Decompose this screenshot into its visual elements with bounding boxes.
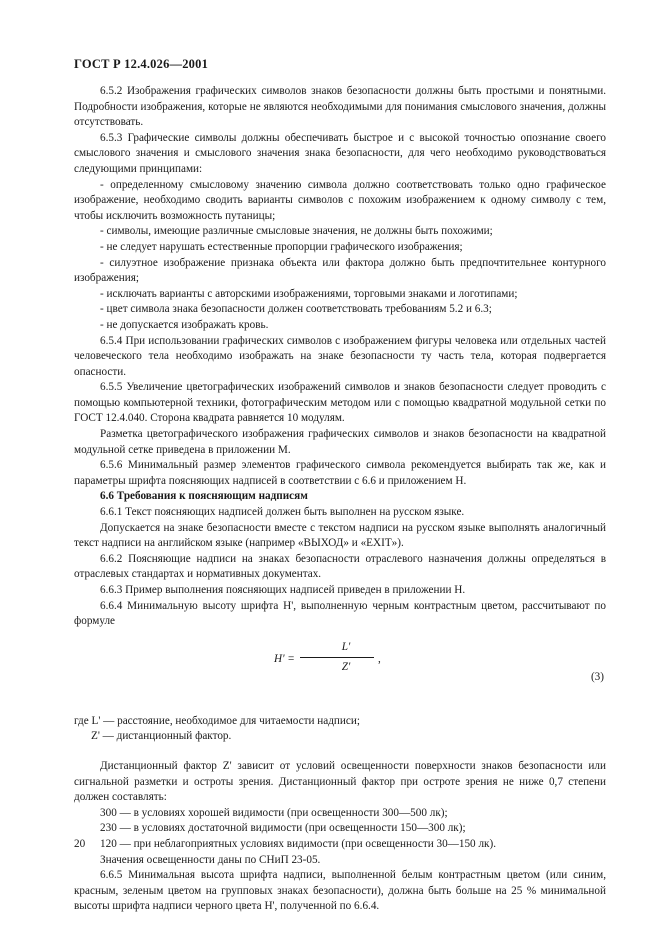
paragraph: Допускается на знаке безопасности вместе с текстом надписи на русском языке выполнять аналогичный текст надписи на английском языке (например «ВЫХОД» и «EXIT»).: [74, 521, 606, 550]
fraction-bar: [300, 657, 374, 658]
paragraph: 6.5.3 Графические символы должны обеспечивать быстрое и с высокой точностью опознание своего смыслового значения и смыслового значения знака безопасности, для чего необходимо руководствоваться следующими принципами:: [74, 131, 606, 175]
document-body: [74, 84, 606, 915]
list-item: 120 — при неблагоприятных условиях видимости (при освещенности 30—150 лк).: [100, 837, 496, 850]
legend-line: где L' — расстояние, необходимое для читаемости надписи;: [74, 714, 360, 727]
formula-lhs: H' =: [274, 652, 295, 665]
list-item: 230 — в условиях достаточной видимости (при освещенности 150—300 лк);: [100, 822, 466, 835]
paragraph: 6.6.5 Минимальная высота шрифта надписи, выполненной белым контрастным цветом (или синим, красным, зеленым цветом на групповых знаках безопасности), должна быть больше на 25 % минимальной высоты шрифта надписи черного цвета H', полученной по 6.6.4.: [74, 869, 606, 913]
paragraph: 6.5.2 Изображения графических символов знаков безопасности должны быть простыми и понятными. Подробности изображения, которые не являются необходимыми для понимания смыслового значения, должны отсутствовать.: [74, 85, 606, 129]
paragraph: 6.6.4 Минимальную высоту шрифта H', выполненную черным контрастным цветом, рассчитывают по формуле: [74, 599, 606, 628]
paragraph: 6.6.1 Текст поясняющих надписей должен быть выполнен на русском языке.: [100, 506, 465, 519]
paragraph: 6.5.6 Минимальный размер элементов графического символа рекомендуется выбирать так же, как и параметры шрифта поясняющих надписей в соответствии с 6.6 и приложением Н.: [74, 459, 606, 487]
list-item: - не допускается изображать кровь.: [100, 318, 269, 331]
list-item: - определенному смысловому значению символа должно соответствовать только одно графическое изображение, необходимо сводить варианты символов с похожим изображением к одному символу с тем, чтобы исключить возможность путаницы;: [74, 178, 606, 222]
list-item: - силуэтное изображение признака объекта или фактора должно быть предпочтительнее контурного изображения;: [74, 256, 606, 285]
formula-numerator: L': [341, 640, 351, 653]
paragraph: Разметка цветографического изображения графических символов и знаков безопасности на квадратной модульной сетке приведена в приложении М.: [74, 428, 606, 456]
paragraph: Значения освещенности даны по СНиП 23-05.: [100, 853, 321, 866]
formula-comma: ,: [378, 652, 381, 665]
document-header: ГОСТ Р 12.4.026—2001: [74, 57, 209, 71]
formula-legend: [74, 714, 606, 745]
list-item: 300 — в условиях хорошей видимости (при освещенности 300—500 лк);: [100, 806, 448, 819]
paragraph: 6.6.3 Пример выполнения поясняющих надписей приведен в приложении Н.: [100, 584, 466, 596]
section-heading: 6.6 Требования к поясняющим надписям: [100, 490, 308, 503]
list-item: - не следует нарушать естественные пропорции графического изображения;: [100, 240, 463, 253]
paragraph: 6.5.4 При использовании графических символов с изображением фигуры человека или отдельных частей человеческого тела необходимо изображать на знаке безопасности ту часть тела, которая подвергается опасности.: [74, 334, 606, 378]
list-item: - цвет символа знака безопасности должен соответствовать требованиям 5.2 и 6.3;: [100, 303, 492, 316]
paragraph: 6.5.5 Увеличение цветографических изображений символов и знаков безопасности следует проводить с помощью компьютерной техники, фотографическим методом или с помощью квадратной модульной сетки по ГОСТ 12.4.040. Сторона квадрата равняется 10 модулям.: [74, 381, 606, 425]
legend-line: Z' — дистанционный фактор.: [91, 730, 232, 743]
page-number: 20: [74, 838, 86, 850]
formula-number: (3): [590, 670, 604, 683]
formula-denominator: Z': [341, 660, 351, 673]
paragraph: 6.6.2 Поясняющие надписи на знаках безопасности отраслевого назначения должны определяться в отраслевых стандартах и нормативных документах.: [74, 552, 606, 581]
paragraph: Дистанционный фактор Z' зависит от условий освещенности поверхности знаков безопасности или сигнальной разметки и остроты зрения. Дистанционный фактор при остроте зрения не ниже 0,7 степени должен составлять:: [74, 759, 606, 804]
formula: [74, 640, 606, 702]
list-item: - символы, имеющие различные смысловые значения, не должны быть похожими;: [100, 225, 493, 238]
list-item: - исключать варианты с авторскими изображениями, торговыми знаками и логотипами;: [100, 287, 518, 300]
